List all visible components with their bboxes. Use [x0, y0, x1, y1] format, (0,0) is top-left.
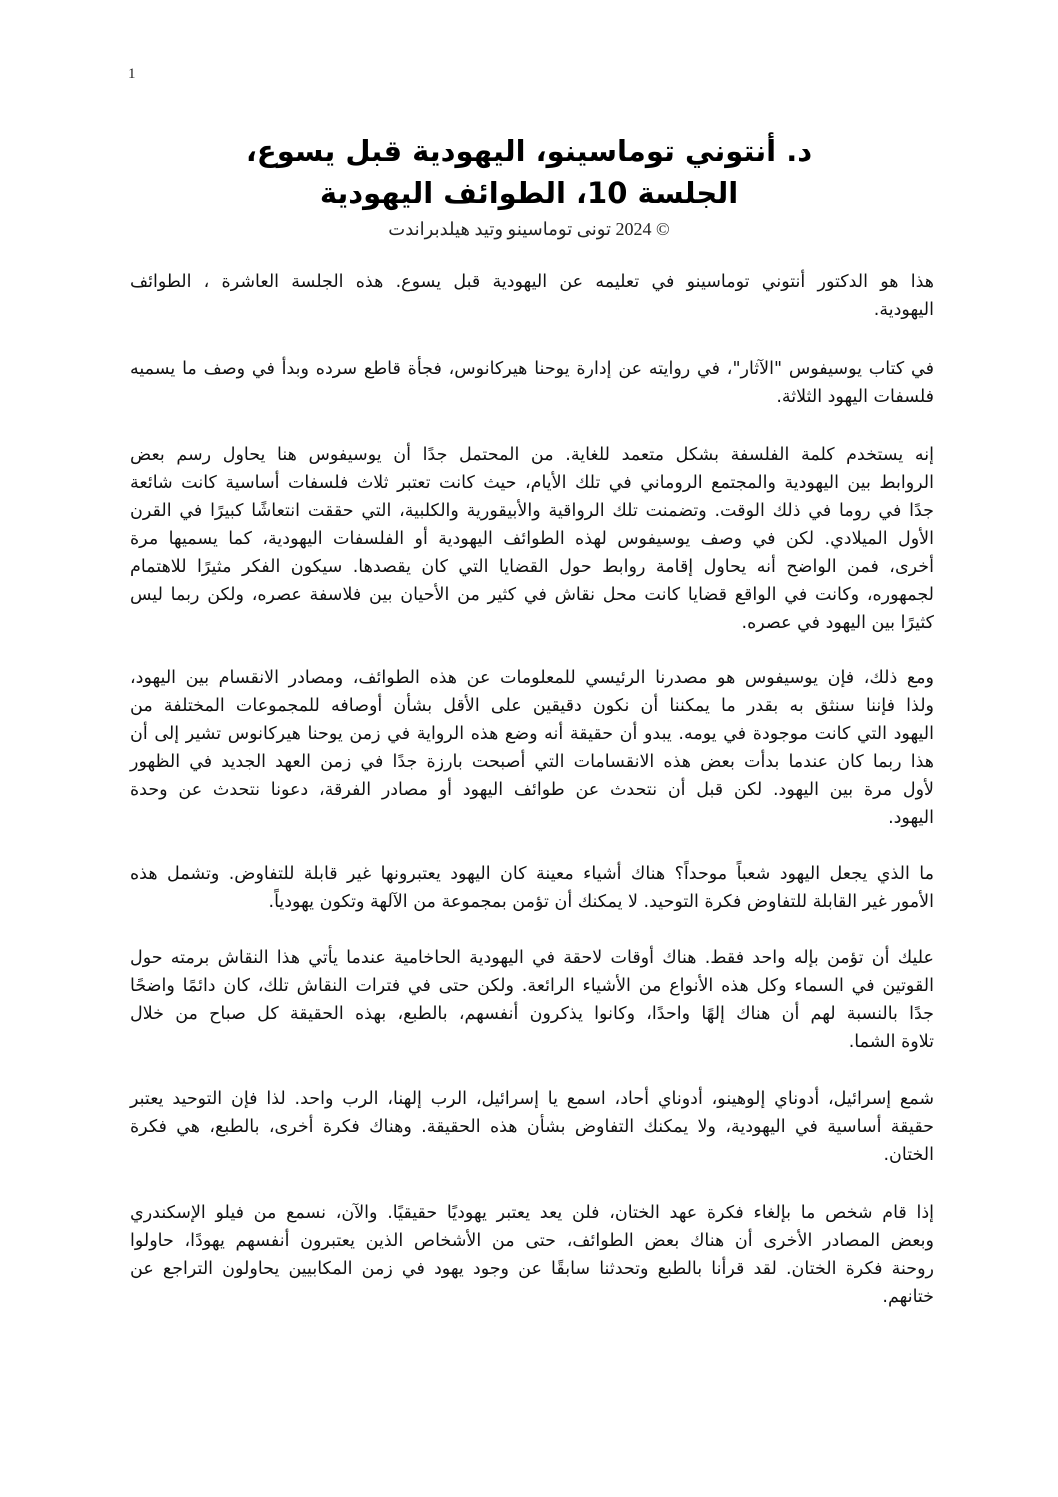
text-line: ومع ذلك، فإن يوسيفوس هو مصدرنا الرئيسي للمعلومات عن هذه الطوائف، ومصادر الانقسام بين اليهود، — [130, 668, 934, 688]
text-line: اليهودية. — [873, 300, 934, 320]
text-line: الروابط بين اليهودية والمجتمع الروماني في تلك الأيام، حيث كانت تعتبر ثلاث فلسفات أساسية كانت شائعة — [130, 473, 934, 493]
paragraph-7 — [130, 1085, 934, 1169]
paragraph-5 — [130, 860, 934, 916]
paragraph-3 — [130, 441, 934, 637]
text-line: اليهود. — [888, 808, 934, 828]
text-line: عليك أن تؤمن بإله واحد فقط. هناك أوقات لاحقة في اليهودية الحاخامية عندما يأتي هذا النقاش برمته حول — [130, 948, 934, 968]
document-header — [130, 130, 928, 242]
text-line: كثيرًا بين اليهود في عصره. — [741, 613, 934, 633]
text-line: إذا قام شخص ما بإلغاء فكرة عهد الختان، فلن يعد يعتبر يهوديًا حقيقيًا. والآن، نسمع من فيلو الإسكندري — [130, 1203, 934, 1223]
text-line: القوتين في السماء وكل هذه الأنواع من الأشياء الرائعة. ولكن حتى في فترات النقاش تلك، كان دائمًا واضحًا — [130, 976, 934, 996]
text-line: الأمور غير القابلة للتفاوض فكرة التوحيد. لا يمكنك أن تؤمن بمجموعة من الآلهة وتكون يهودياً. — [268, 892, 934, 912]
text-line: أخرى، فمن الواضح أنه يحاول إقامة روابط حول القضايا التي كان يقصدها. سيكون الفكر مثيرًا للاهتمام — [130, 557, 934, 577]
text-line: شمع إسرائيل، أدوناي إلوهينو، أدوناي أحاد، اسمع يا إسرائيل، الرب إلهنا، الرب واحد. لذا فإن التوحيد يعتبر — [130, 1089, 934, 1109]
copyright-notice: © 2024 تونى توماسينو وتيد هيلدبراندت — [388, 219, 670, 239]
text-line: جدًا بالنسبة لهم أن هناك إلهًا واحدًا، وكانوا يذكرون أنفسهم، بالطبع، بهذه الحقيقة كل صباح من خلال — [130, 1004, 934, 1024]
text-line: تلاوة الشما. — [848, 1032, 934, 1052]
title-line-2: الجلسة 10، الطوائف اليهودية — [319, 176, 739, 210]
page-number: 1 — [128, 66, 136, 82]
text-line: هذا هو الدكتور أنتوني توماسينو في تعليمه عن اليهودية قبل يسوع. هذه الجلسة العاشرة ، الطوائف — [130, 272, 934, 292]
text-line: ختانهم. — [882, 1287, 934, 1307]
title-line-1: د. أنتوني توماسينو، اليهودية قبل يسوع، — [245, 134, 813, 168]
text-line: ولذا فإننا سنثق به بقدر ما يمكننا أن نكون دقيقين على الأقل بشأن أوصافه للمجموعات المختلفة من — [130, 696, 934, 716]
text-line: في كتاب يوسيفوس "الآثار"، في روايته عن إدارة يوحنا هيركانوس، فجأة قاطع سرده وبدأ في وصف ما يسميه — [130, 359, 934, 379]
text-line: لجمهوره، وكانت في الواقع قضايا كانت محل نقاش في كثير من الأحيان بين فلاسفة عصره، ولكن ربما ليس — [130, 585, 934, 605]
paragraph-4 — [130, 664, 934, 832]
text-line: هذا ربما كان عندما بدأت بعض هذه الانقسامات التي أصبحت بارزة جدًا في زمن العهد الجديد في الظهور — [130, 752, 934, 772]
text-line: فلسفات اليهود الثلاثة. — [776, 387, 934, 407]
paragraph-8 — [130, 1199, 934, 1311]
paragraph-1 — [130, 268, 934, 324]
text-line: لأول مرة بين اليهود. لكن قبل أن نتحدث عن طوائف اليهود أو مصادر الفرقة، دعونا نتحدث عن وحدة — [130, 780, 934, 800]
text-line: ما الذي يجعل اليهود شعباً موحداً؟ هناك أشياء معينة كان اليهود يعتبرونها غير قابلة للتفاوض. وتشمل هذه — [130, 864, 934, 884]
paragraph-6 — [130, 944, 934, 1056]
paragraph-2 — [130, 355, 934, 411]
text-line: اليهود التي كانت موجودة في يومه. يبدو أن حقيقة أنه وضع هذه الرواية في زمن يوحنا هيركانوس تشير إلى أن — [130, 724, 934, 744]
text-line: الختان. — [883, 1145, 934, 1165]
text-line: روحنة فكرة الختان. لقد قرأنا بالطبع وتحدثنا سابقًا عن وجود يهود في زمن المكابيين يحاولون التراجع عن — [130, 1259, 934, 1279]
text-line: حقيقة أساسية في اليهودية، ولا يمكنك التفاوض بشأن هذه الحقيقة. وهناك فكرة أخرى، بالطبع، هي فكرة — [130, 1117, 934, 1137]
text-line: إنه يستخدم كلمة الفلسفة بشكل متعمد للغاية. من المحتمل جدًا أن يوسيفوس هنا يحاول رسم بعض — [130, 445, 934, 465]
text-line: جدًا في روما في ذلك الوقت. وتضمنت تلك الرواقية والأبيقورية والكلبية، التي حققت انتعاشًا كبيرًا في القرن — [130, 501, 934, 521]
text-line: وبعض المصادر الأخرى أن هناك بعض الطوائف، حتى من الأشخاص الذين يعتبرون أنفسهم يهودًا، حاولوا — [130, 1231, 934, 1251]
text-line: الأول الميلادي. لكن في وصف يوسيفوس لهذه الطوائف اليهودية أو الفلسفات اليهودية، كما يسميها مرة — [130, 529, 934, 549]
